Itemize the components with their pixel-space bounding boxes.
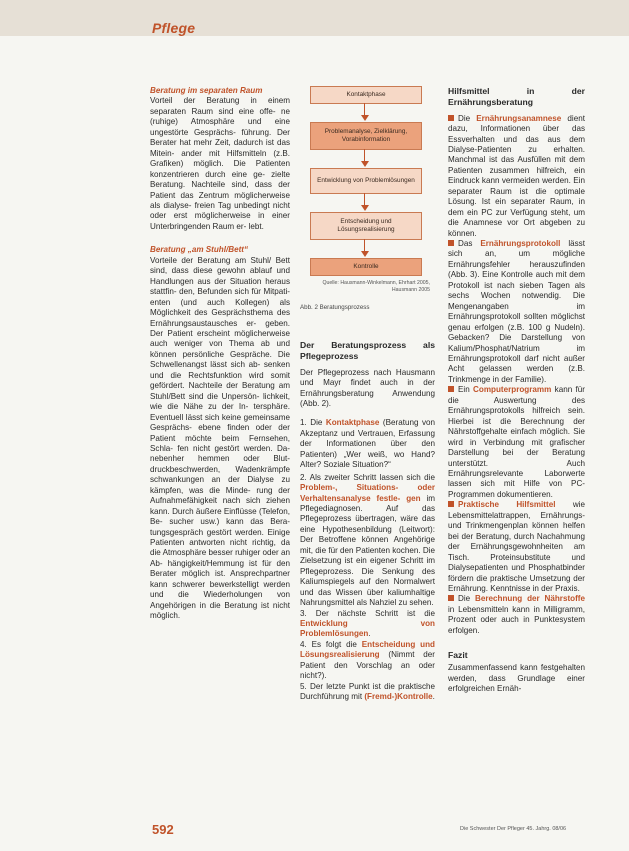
paragraph-fazit: Zusammenfassend kann festgehalten werden, dass Grundlage einer erfolgreichen Ernäh- [448, 663, 585, 693]
diagram-box-contact [310, 86, 422, 104]
arrow-down-icon [361, 251, 369, 257]
square-bullet-icon [448, 115, 454, 121]
diagram-box-analysis [310, 122, 422, 150]
arrow-down-icon [361, 205, 369, 211]
subheading-separate-room: Beratung im separaten Raum [150, 86, 263, 95]
diagram-box-label: Kontrolle [353, 263, 379, 270]
header-band [0, 0, 629, 36]
diagram-box-solutions [310, 168, 422, 194]
column-left [150, 86, 290, 622]
bullet-item: Praktische Hilfsmittel wie Lebensmittelattrappen, Ernährungs- und Trinkmengenplan können helfen bei der Beratung, durch Nachahmung der Ernährungsgewohnheiten am Tisch. Proteinsubstitute und Dialysepatienten und Phosphatbinder fördern die praktische Umsetzung der Ernährung. Kenntnisse in der Praxis. [448, 500, 585, 593]
arrow-down-icon [361, 115, 369, 121]
journal-footer: Die Schwester Der Pfleger 45. Jahrg. 08/06 [460, 826, 567, 832]
arrow-down-icon [361, 161, 369, 167]
bullet-item: Die Berechnung der Nährstoffe in Lebensmitteln kann in Milligramm, Prozent oder auch in Punktesystem erfolgen. [448, 594, 585, 635]
process-item: 5. Der letzte Punkt ist die praktische Durchführung mit (Fremd-)Kontrolle. [300, 681, 435, 702]
diagram-box-label: Entwicklung von Problemlösungen [317, 177, 415, 184]
diagram-box-decision [310, 212, 422, 240]
diagram-box-control [310, 258, 422, 276]
bullet-item: Die Ernährungsanamnese dient dazu, Informationen über das Essverhalten und das aus dem Dialyse-Patienten zu erhalten. Manchmal ist das Ausfüllen mit dem Patienten zusammen hilfreich, ein Eindruck kann vermeiden werden. Ein separater Raum ist die optimale Lösung. Ist ein separater Raum, in dem ein PC zur Verfügung steht, um die Anamnese vor Ort abgeben zu können. [448, 113, 585, 238]
paragraph-separate-room: Vorteil der Beratung in einem separaten Raum sind eine offe- ne (ruhige) Atmosphäre und eine ungestörte Gesprächs- führung. Der Berater hat mehr Zeit, dadurch ist das Mitein- ander mit Hilfsmitteln (z.B. Grafiken) möglich. Die Patienten konzentrieren durch eine ge- zielte Beratung. Nachteile sind, dass der Patient das Zentrum möglicherweise als dialyse- freien Tag unbedingt nicht oder erst möglicherweise in einer Unterbringenden Raum er- lebt. [150, 96, 290, 231]
process-item: 4. Es folgt die Entscheidung und Lösungsrealisierung (Nimmt der Patient den Vorschlag an oder nicht?). [300, 639, 435, 681]
column-middle [300, 340, 435, 703]
diagram-box-label: Entscheidung und Lösungsrealisierung [337, 218, 395, 233]
square-bullet-icon [448, 240, 454, 246]
process-item: 1. Die Kontaktphase (Beratung von Akzeptanz und Vertrauen, Erfassung der Informationen über den Patienten) „Wer weiß, wo Hand? Alter? Soziale Situation?“ [300, 418, 435, 470]
heading-aids: Hilfsmittel in der Ernährungsberatung [448, 86, 585, 107]
subheading-at-bed: Beratung „am Stuhl/Bett“ [150, 245, 249, 255]
page-number: 592 [152, 822, 174, 837]
process-item: 2. Als zweiter Schritt lassen sich die Problem-, Situations- oder Verhaltensanalyse festle- gen im Pflegediagnosen. Auf das Pflegeprozess übertragen, wäre das eine Hypothesenbildung (Leitwort): Der Betroffene können Angehörige mit, die für den Patienten kochen. Die Zielsetzung ist ein eigener Schritt im Pflegeprozess. Die Senkung des Kaliumspiegels auf den Normalwert und das Wissen über kaliumhaltige Nahrungsmittel als Nahziel zu sehen. [300, 472, 435, 608]
figure-caption: Abb. 2 Beratungsprozess [300, 304, 370, 311]
square-bullet-icon [448, 386, 454, 392]
diagram-box-label: Problemanalyse, Zielklärung, Vorabinformation [324, 128, 408, 143]
column-right [448, 86, 585, 694]
paragraph-process-intro: Der Pflegeprozess nach Hausmann und Mayr findet auch in der Ernährungsberatung Anwendung (Abb. 2). [300, 367, 435, 408]
heading-process: Der Beratungsprozess als Pflegeprozess [300, 340, 435, 361]
heading-fazit: Fazit [448, 650, 468, 661]
square-bullet-icon [448, 501, 454, 507]
square-bullet-icon [448, 595, 454, 601]
process-item: 3. Der nächste Schritt ist die Entwicklung von Problemlösungen. [300, 608, 435, 639]
diagram-box-label: Kontaktphase [346, 91, 386, 98]
bullet-item: Das Ernährungsprotokoll lässt sich an, um mögliche Ernährungsfehler herauszufinden (Abb. 3). Eine Kontrolle auch mit dem Protokoll ist nach sieben Tagen als sechs Wochen notwendig. Die Mengenangaben im Ernährungsprotokoll sollten möglichst genau erfolgen (z.B. 100 g Nudeln). Gebacken? Die Darstellung von Kalium/Phosphat/Natrium im Ernährungsprotokoll darf nicht außer Acht gelassen werden (z.B. Trinkmenge in der Familie). [448, 239, 585, 384]
diagram-source: Quelle: Hausmann-Winkelmann, Ehrhart 2005, Hausmann 2005 [322, 280, 430, 293]
paragraph-at-bed: Vorteile der Beratung am Stuhl/ Bett sind, dass diese gewohn ablauf und Handlungen aus der Situation heraus stattfin- den, Befunden sich für Mitpati- enten (und auch Kollegen) als Möglichkeit des Gesprächsthema des Ernährungsaustausches er- geben. Der Patient erscheint möglicherweise auch weniger von Thema ab und können persönliche Gespräche. Die Schwellenangst lässt sich ab- senken und die Rechtsfunktion wird somit gefördert. Nachteile der Beratung am Stuhl/Bett sind die Unpersön- lichkeit, wie die Nähe zu der In- tersphäre. Eventuell lässt sich keine gemeinsame Gesprächs- ebene finden oder der Patient möchte beim Fernsehen, Schla- fen nicht gestört werden. Da- nebenher hemmen oder Blut- druckbeschwerden, Wadenkrämpfe schwankungen an der Dialyse zu kämpfen, was die Minde- rung der Aufnahmefähigkeit nach sich ziehen kann. Durch äußere Einflüsse (Telefon, Be- sucher usw.) kann das Bera- tungsgespräch gestört werden. Einige Patienten antworten nicht richtig, da die Atmosphäre besser ruhiger oder an Ab- hängigkeit/Hemmung ist für den Berater möglich ist. Ansprechpartner kann schwerer bewerkstelligt werden und die Wiederholungen von Angehörigen in die Beratung ist nicht möglich. [150, 255, 290, 621]
section-title: Pflege [152, 20, 196, 36]
process-diagram [300, 86, 435, 316]
bullet-item: Ein Computerprogramm kann für die Auswertung des Ernährungsprotokolls hilfreich sein. Hierbei ist die Berechnung der Nährstoffgehalte einfach möglich. Sie wird in Verbindung mit grafischer Darstellung bei der Beratung unterstützt. Auch Ernährungsrelevante Laborwerte lassen sich mit Hilfe von PC-Programmen dokumentieren. [448, 385, 585, 499]
